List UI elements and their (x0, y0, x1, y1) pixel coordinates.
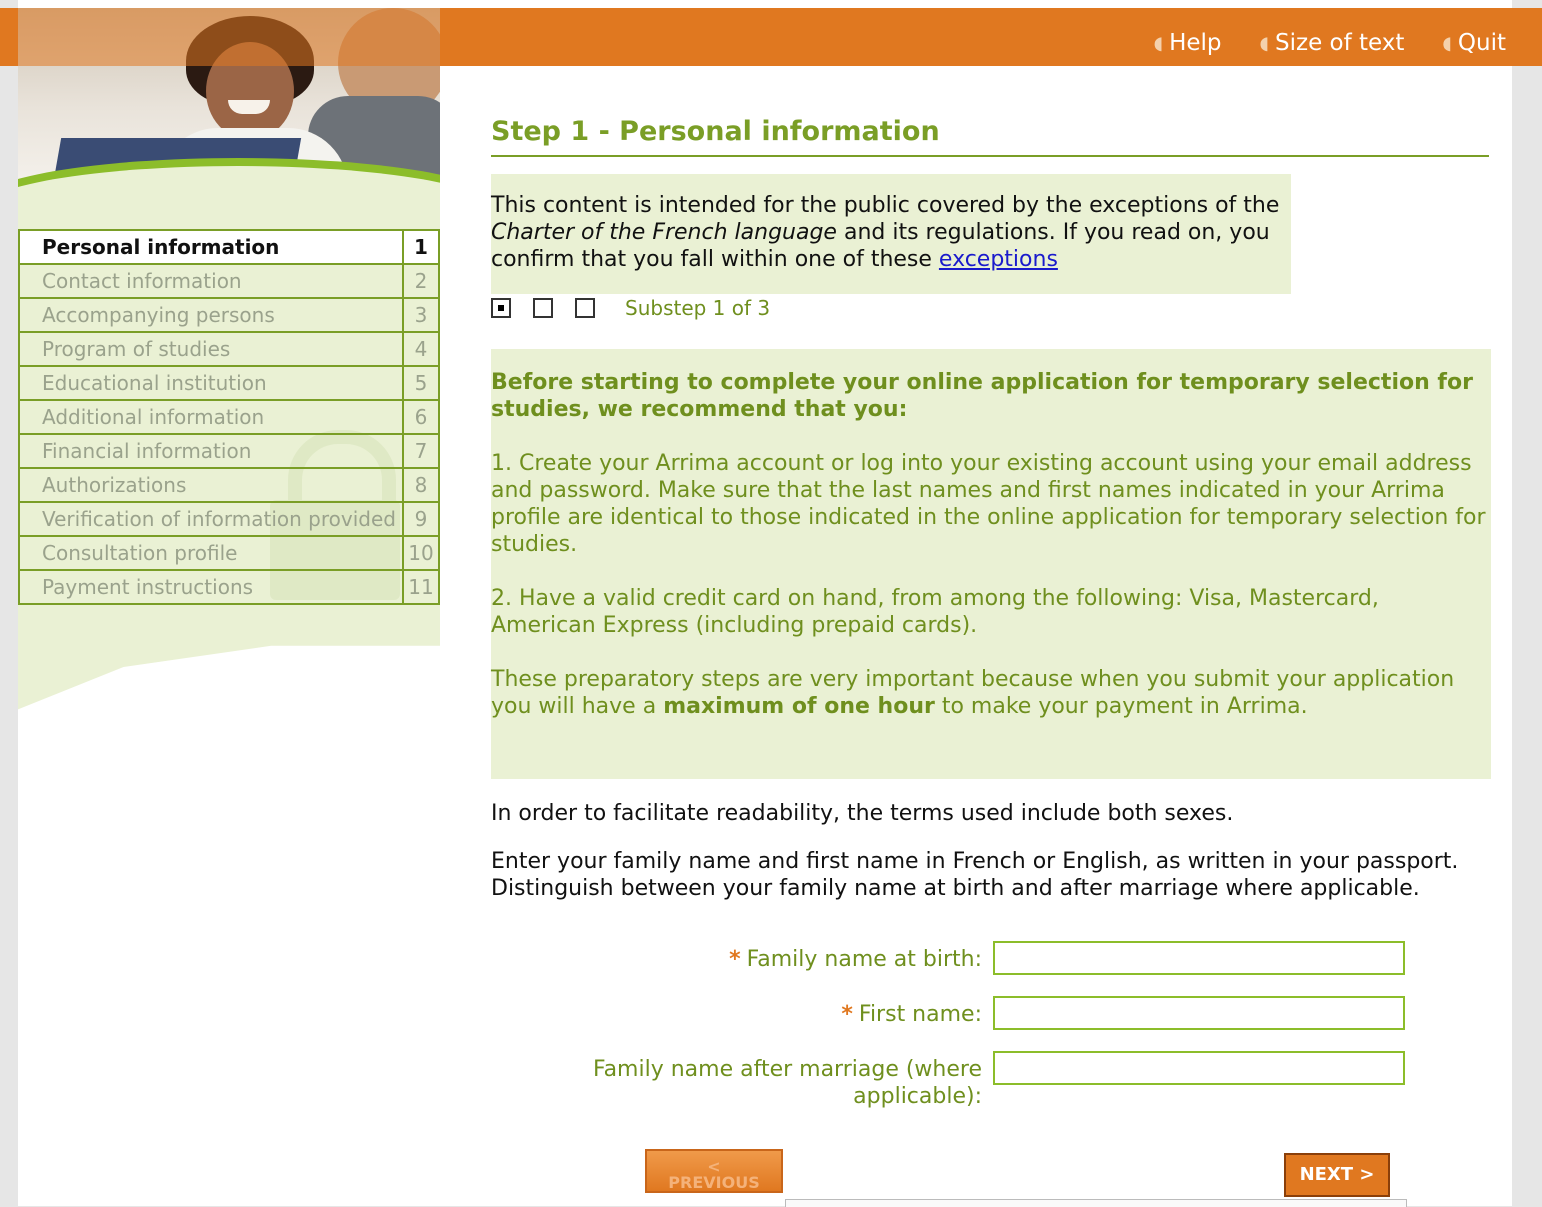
step-number: 9 (403, 502, 439, 536)
step-program-of-studies[interactable] (19, 332, 439, 366)
previous-button[interactable] (645, 1149, 783, 1193)
substep-label: Substep 1 of 3 (625, 296, 771, 320)
step-financial-information[interactable] (19, 434, 439, 468)
notice-text: This content is intended for the public covered by the exceptions of the (491, 193, 1280, 218)
name-instruction: Enter your family name and first name in French or English, as written in your passport. Distinguish between your family name at birth and after marriage where applicable. (491, 849, 1459, 901)
substep-box-1 (491, 298, 511, 318)
radio-icon: ◖ (1153, 32, 1164, 54)
previous-arrow: < (707, 1157, 721, 1176)
label-text: First name: (858, 1002, 982, 1027)
recommendation-1: 1. Create your Arrima account or log into your existing account using your email address and password. Make sure that the last names and first names indicated in your Arrima profile are identical to those indicated in the online application for temporary selection for studies. (491, 451, 1486, 557)
readability-note: In order to facilitate readability, the terms used include both sexes. (491, 801, 1234, 826)
family-name-marriage-input[interactable] (993, 1051, 1405, 1085)
step-payment-instructions[interactable] (19, 570, 439, 604)
quit-link[interactable] (1442, 30, 1506, 56)
page-title: Step 1 - Personal information (491, 116, 1489, 157)
step-authorizations[interactable] (19, 468, 439, 502)
first-name-input[interactable] (993, 996, 1405, 1030)
next-button[interactable]: NEXT > (1284, 1153, 1390, 1197)
step-label: Financial information (19, 434, 403, 468)
exceptions-notice (491, 174, 1291, 294)
step-additional-information[interactable] (19, 400, 439, 434)
substep-box-2 (533, 298, 553, 318)
closing-bold: maximum of one hour (663, 694, 935, 719)
step-label: Consultation profile (19, 536, 403, 570)
step-label: Accompanying persons (19, 298, 403, 332)
step-number: 3 (403, 298, 439, 332)
step-label: Contact information (19, 264, 403, 298)
recommendation-2: 2. Have a valid credit card on hand, from among the following: Visa, Mastercard, American Express (including prepaid cards). (491, 586, 1379, 638)
exceptions-link[interactable]: exceptions (938, 247, 1058, 272)
help-link[interactable] (1154, 30, 1222, 56)
step-number: 1 (403, 230, 439, 264)
notice-charter-title: Charter of the French language (491, 220, 837, 245)
step-number: 10 (403, 536, 439, 570)
family-name-marriage-label (593, 1056, 982, 1110)
recommendation-closing (491, 666, 1487, 720)
required-star-icon: * (841, 1002, 853, 1027)
step-label: Personal information (19, 230, 403, 264)
quit-label: Quit (1457, 30, 1506, 56)
step-label: Payment instructions (19, 570, 403, 604)
step-number: 2 (403, 264, 439, 298)
step-accompanying-persons[interactable] (19, 298, 439, 332)
step-number: 5 (403, 366, 439, 400)
steps-nav (18, 229, 440, 605)
step-verification[interactable] (19, 502, 439, 536)
radio-icon: ◖ (1259, 32, 1270, 54)
help-label: Help (1169, 30, 1222, 56)
family-name-birth-label (729, 946, 982, 973)
required-star-icon: * (729, 947, 741, 972)
step-label: Program of studies (19, 332, 403, 366)
first-name-label (841, 1001, 982, 1028)
substep-indicator (491, 296, 770, 320)
closing-text-2: to make your payment in Arrima. (934, 694, 1308, 719)
step-number: 4 (403, 332, 439, 366)
recommendations-heading: Before starting to complete your online application for temporary selection for studies, we recommend that you: (491, 370, 1473, 422)
previous-label: PREVIOUS (668, 1173, 760, 1192)
step-contact-information[interactable] (19, 264, 439, 298)
step-label: Additional information (19, 400, 403, 434)
substep-box-3 (575, 298, 595, 318)
step-number: 7 (403, 434, 439, 468)
text-size-link[interactable] (1260, 30, 1405, 56)
step-educational-institution[interactable] (19, 366, 439, 400)
step-personal-information[interactable] (19, 230, 439, 264)
step-label: Authorizations (19, 468, 403, 502)
recommendations-box (491, 349, 1491, 779)
closing-text: These preparatory steps are very important because when you submit your application you will have a (491, 667, 1455, 719)
step-number: 8 (403, 468, 439, 502)
step-number: 11 (403, 570, 439, 604)
family-name-birth-input[interactable] (993, 941, 1405, 975)
step-number: 6 (403, 400, 439, 434)
radio-icon: ◖ (1442, 32, 1452, 54)
label-text: Family name after marriage (where (592, 1057, 982, 1082)
step-consultation-profile[interactable] (19, 536, 439, 570)
text-size-label: Size of text (1275, 30, 1405, 56)
notice-text-2: and its regulations. If you read on, you confirm that you fall within one of these (491, 220, 1270, 272)
step-label: Educational institution (19, 366, 403, 400)
top-links (1154, 30, 1506, 56)
header-photo (18, 8, 440, 190)
label-text-2: applicable): (853, 1084, 982, 1109)
label-text: Family name at birth: (746, 947, 982, 972)
step-label: Verification of information provided (19, 502, 403, 536)
